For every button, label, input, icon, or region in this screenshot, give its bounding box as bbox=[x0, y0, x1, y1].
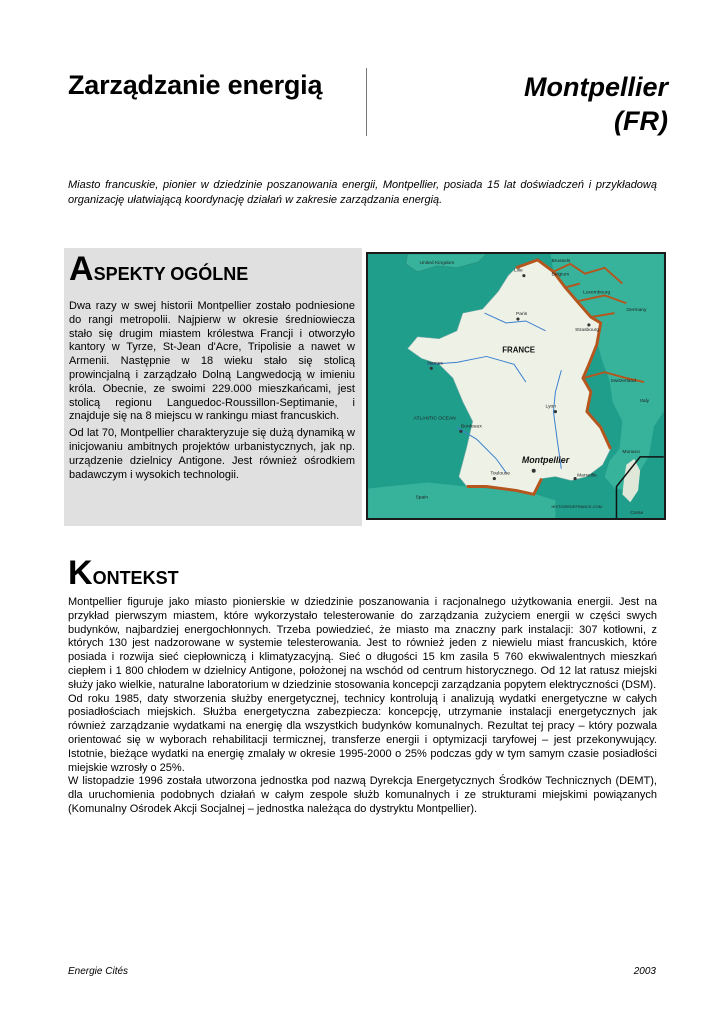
map-dot-toulouse bbox=[493, 477, 496, 480]
map-credit: HISTOIREDEFRANCE.COM bbox=[551, 504, 602, 510]
map-label-bordeaux: Bordeaux bbox=[460, 424, 482, 430]
map-label-marseille: Marseille bbox=[577, 473, 597, 479]
map-label-paris: Paris bbox=[516, 312, 528, 318]
map-label-toulouse: Toulouse bbox=[490, 471, 511, 477]
page-title: Zarządzanie energią bbox=[68, 70, 323, 100]
kontekst-paragraph-1: Montpellier figuruje jako miasto pionierskie w dziedzinie poszanowania i racjonalnego użytkowania energii. Jest na przykład pierwszym miastem, które wykorzystało telesterowanie do zarządzania zużyciem energii w części swych budynków, najbardziej energochłonnych. Trzeba powiedzieć, że miasto ma znaczny park instalacji: 307 kotłowni, z których 130 jest nadzorowane w systemie telesterowania. Jest to również jeden z niewielu miast francuskich, które posiada i rozwija sieć ciepłowniczą i klimatyzacyjną. Sieć o długości 15 km zasila 5 760 ekwiwalentnych mieszkań ciepłem i 1 800 chłodem w dzielnicy Antigone, położonej na wschód od centrum historycznego. Od 12 lat ratusz miejski służy jako wielkie, naturalne laboratorium w dziedzinie stosowania koncepcji zarządzania popytem elektryczności (DSM). bbox=[68, 596, 657, 691]
map-dot-bordeaux bbox=[459, 430, 462, 433]
kontekst-section bbox=[68, 556, 657, 817]
map-label-france: FRANCE bbox=[502, 345, 536, 355]
city-name: Montpellier bbox=[523, 72, 668, 102]
map-label-lille: Lille bbox=[514, 268, 523, 274]
map-label-brussels: Brussels bbox=[551, 258, 571, 264]
map-label-corse: Corse bbox=[630, 511, 644, 517]
footer-publisher: Energie Cités bbox=[68, 966, 129, 977]
kontekst-paragraph-3: W listopadzie 1996 została utworzona jednostka pod nazwą Dyrekcja Energetycznych Środków Technicznych (DEMT), dla uruchomienia podobnych działań w całym zespole służb komunalnych i ze strukturami miejskimi powiązanych (Komunalny Ośrodek Akcji Socjalnej – jednostka należąca do dystryktu Montpellier). bbox=[68, 775, 657, 815]
map-dot-nantes bbox=[430, 367, 433, 370]
map-label-nantes: Nantes bbox=[427, 361, 443, 367]
intro-paragraph: Miasto francuskie, pionier w dziedzinie poszanowania energii, Montpellier, posiada 15 lat doświadczeń i przykładową organizację ułatwiającą koordynację działań w zakresie zarządzania energią. bbox=[68, 179, 657, 206]
map-label-italy: Italy bbox=[640, 398, 650, 404]
map-label-belgium: Belgium bbox=[551, 272, 570, 278]
map-dot-lille bbox=[522, 274, 525, 277]
kontekst-paragraph-2: Od roku 1985, daty stworzenia służby energetycznej, technicy kontrolują i analizują wydatki energetyczne w całych posiadłościach miejskich. Służba energetyczna zabezpiecza: koncepcję, utrzymanie instalacji energetycznych jak również zarządzanie wydatkami na energię dla wszystkich budynków komunalnych. Rezultat tej pracy – który pozwala orientować się w wyborach rehabilitacji termicznej, transferze energii i optymizacji taryfowej – jest przekonywujący. Istotnie, bieżące wydatki na energię zmalały w okresie 1995-2000 o 25% podczas gdy w tym samym czasie posiadłości miejskie wzrosły o 25%. bbox=[68, 692, 657, 774]
map-label-uk: United Kingdom bbox=[419, 260, 455, 266]
map-dot-lyon bbox=[554, 410, 557, 413]
map-label-monaco: Monaco bbox=[622, 449, 640, 455]
map-label-luxembourg: Luxembourg bbox=[582, 290, 611, 296]
map-label-ocean: ATLANTIC OCEAN bbox=[413, 416, 456, 422]
map-label-switzerland: Switzerland bbox=[610, 379, 636, 385]
aspects-paragraph-2: Od lat 70, Montpellier charakteryzuje się dużą dynamiką w inicjowaniu ambitnych projektów urbanistycznych, jak np. urządzenie dzielnicy Antigone. Jest również ośrodkiem badawczym i wysokich technologii. bbox=[69, 427, 355, 481]
aspects-paragraph-1: Dwa razy w swej historii Montpellier zostało podniesione do rangi metropolii. Najpierw w okresie średniowiecza stało się drugim miastem królestwa Francji i otworzyło kantory w Tyrze, St-Jean d'Acre, Tripolisie a nawet w Armenii. Następnie w 18 wieku stało się stolicą prowincjalną i zarządzało Dolną Langwedocją w imieniu króla. Obecnie, ze swoimi 229.000 mieszkańcami, jest stolicą regionu Languedoc-Roussillon-Septimanie, i znajduje się na 8 miejscu w rankingu miast francuskich. bbox=[69, 300, 355, 423]
footer-year: 2003 bbox=[633, 966, 656, 977]
kontekst-heading-initial: K bbox=[68, 554, 93, 592]
map-label-lyon: Lyon bbox=[545, 404, 557, 410]
city-title bbox=[524, 70, 668, 138]
map-label-germany: Germany bbox=[626, 308, 647, 314]
country-code: (FR) bbox=[614, 106, 668, 136]
aspects-heading bbox=[69, 252, 357, 286]
aspects-heading-initial: A bbox=[69, 250, 94, 288]
france-map bbox=[366, 252, 666, 520]
aspects-box bbox=[64, 248, 362, 526]
map-dot-montpellier bbox=[532, 469, 536, 473]
aspects-heading-rest: SPEKTY OGÓLNE bbox=[93, 264, 249, 284]
map-dot-paris bbox=[516, 317, 519, 320]
map-dot-strasbourg bbox=[587, 323, 590, 326]
kontekst-heading bbox=[68, 556, 657, 590]
kontekst-heading-rest: ONTEKST bbox=[92, 568, 179, 588]
map-label-strasbourg: Strasbourg bbox=[575, 327, 600, 333]
title-divider bbox=[366, 68, 367, 136]
map-label-montpellier: Montpellier bbox=[521, 454, 570, 465]
map-label-spain: Spain bbox=[415, 495, 429, 501]
